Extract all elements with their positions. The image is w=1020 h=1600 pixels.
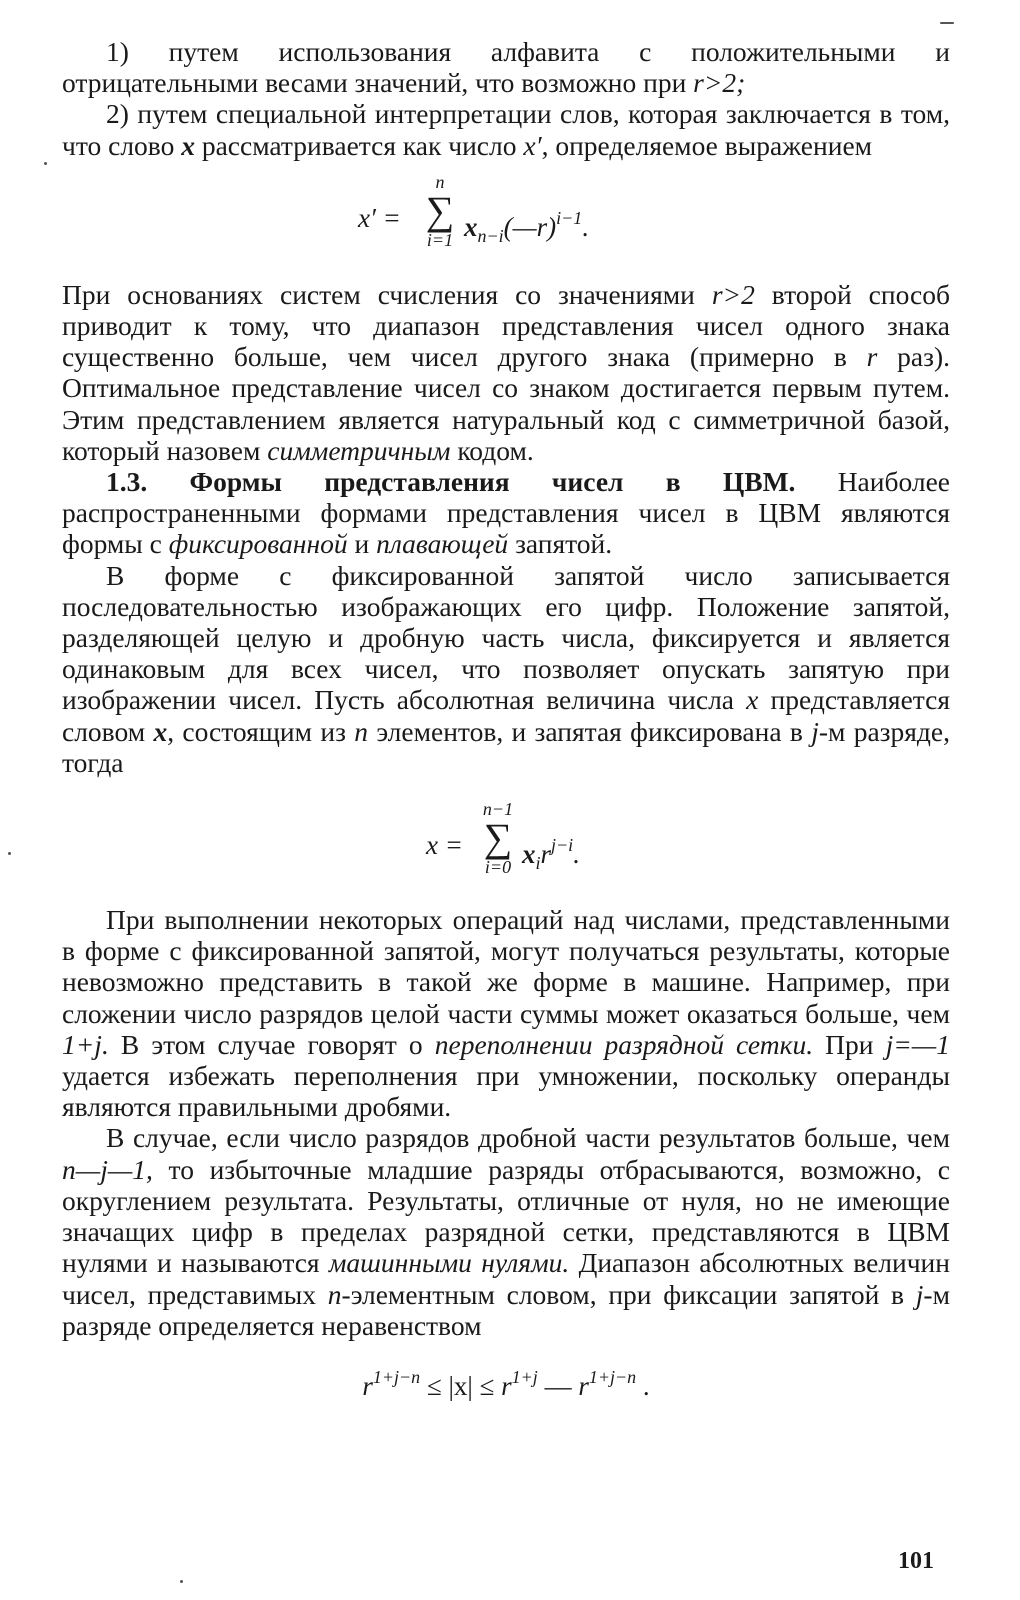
formula-end: . xyxy=(573,839,580,870)
inline-math: n—j—1, xyxy=(62,1153,153,1185)
sum-lower-limit: i=1 xyxy=(426,229,454,250)
formula-range-inequality xyxy=(62,1341,950,1413)
section-heading: 1.3. Формы представления чисел в ЦВМ. xyxy=(106,466,796,498)
paragraph-text: При основаниях систем счисления со значениями xyxy=(62,278,712,310)
formula-term: x xyxy=(464,211,478,242)
paragraph-text: удается избежать переполнения при умножении, поскольку операнды являются правильными дробями. xyxy=(62,1060,950,1123)
paragraph-text: -элементным словом, при фиксации запятой в xyxy=(341,1278,916,1310)
inline-math: n xyxy=(327,1278,342,1310)
formula-relation: ≤ |x| ≤ xyxy=(420,1370,502,1401)
paragraph-method-1 xyxy=(62,36,950,98)
paragraph-text: Наиболее распространенными формами представления чисел в ЦВМ являются формы с xyxy=(62,466,950,560)
formula-term: x xyxy=(522,839,536,870)
paragraph-overflow xyxy=(62,904,950,1122)
sum-upper-limit: n−1 xyxy=(482,799,514,820)
paragraph-text: то избыточные младшие разряды отбрасываются, возможно, с округлением результата. Результаты, отличные от нуля, но не имеющие значащих цифр в пределах разрядной сетки, представляются в ЦВМ нулями и называются xyxy=(62,1153,950,1279)
paragraph-text: представляется словом xyxy=(62,684,950,747)
paragraph-text: В этом случае говорят о xyxy=(108,1028,435,1060)
formula-subscript: i xyxy=(535,853,541,874)
formula-superscript: 1+j−n xyxy=(372,1366,421,1387)
inline-math: r>2; xyxy=(693,67,746,99)
inline-math: r xyxy=(866,341,878,373)
emphasis-term: машинными нулями. xyxy=(328,1247,570,1279)
inline-math: x xyxy=(153,715,168,747)
formula-lhs: x = xyxy=(426,830,463,861)
paragraph-text: При xyxy=(813,1028,886,1060)
paragraph-text: 2) путем специальной интерпретации слов, которая заключается в том, что слово xyxy=(62,98,950,161)
paragraph-text: и xyxy=(347,528,377,560)
inline-math: r>2 xyxy=(711,278,755,310)
paragraph-text: кодом. xyxy=(450,434,534,466)
inline-math: n xyxy=(354,715,369,747)
paragraph-text: запятой. xyxy=(508,528,613,560)
section-1-3 xyxy=(62,466,950,560)
inline-math: x xyxy=(746,684,759,716)
paragraph-text: В форме с фиксированной запятой число записывается последовательностью изображающих его цифр. Положение запятой, разделяющей целую и дробную часть числа, фиксируется и является одинаковым для всех чисел, что позволяет опускать запятую при изображении чисел. Пусть абсолютная величина числа xyxy=(62,559,950,716)
formula-base: r xyxy=(540,839,552,870)
formula-base: (—r) xyxy=(503,211,557,242)
paragraph-text: второй способ приводит к тому, что диапазон представления чисел одного знака существенно больше, чем чисел другого знака (примерно в xyxy=(62,278,950,373)
paragraph-fixed-point xyxy=(62,560,950,778)
paragraph-text: В случае, если число разрядов дробной части результатов больше, чем xyxy=(106,1122,950,1154)
formula-x-prime xyxy=(62,161,950,279)
formula-operator: — xyxy=(537,1370,579,1401)
inline-math: 1+j. xyxy=(62,1028,109,1060)
inline-math: j xyxy=(915,1278,924,1310)
formula-superscript: 1+j−n xyxy=(588,1366,637,1387)
emphasis-term: фиксированной xyxy=(168,528,348,560)
paragraph-text: , определяемое выражением xyxy=(541,129,873,161)
paragraph-bases xyxy=(62,279,950,466)
page-number: 101 xyxy=(898,1548,934,1574)
formula-rhs xyxy=(522,830,580,879)
paragraph-text: При выполнении некоторых операций над числами, представленными в форме с фиксированной запятой, могут получаться результаты, которые невозможно представить в такой же форме в машине. Например, при сложении число разрядов целой части суммы может оказаться больше, чем xyxy=(62,904,950,1029)
paragraph-text: раз). Оптимальное представление чисел со знаком достигается первым путем. Этим представлением является натуральный код с симметричной базой, который назовем xyxy=(62,341,950,466)
sum-lower-limit: i=0 xyxy=(484,857,512,878)
paragraph-text: -м разряде определяется неравенством xyxy=(62,1278,950,1341)
sigma-symbol: ∑ xyxy=(483,815,513,861)
formula-superscript: i−1 xyxy=(556,207,583,228)
paragraph-text: 1) путем использования алфавита с положительными и отрицательными весами значений, что возможно при xyxy=(62,36,950,99)
paragraph-machine-zeros xyxy=(62,1122,950,1340)
print-speck xyxy=(940,22,954,24)
inline-math: j=—1 xyxy=(885,1028,950,1060)
formula-subscript: n−i xyxy=(477,225,504,246)
paragraph-text: , состоящим из xyxy=(167,715,355,747)
inline-math: x xyxy=(181,129,195,161)
emphasis-term: симметричным xyxy=(267,434,451,466)
formula-end: . xyxy=(636,1370,650,1401)
sigma-symbol: ∑ xyxy=(425,187,455,233)
formula-base: r xyxy=(501,1370,512,1401)
paragraph-text: рассматривается как число xyxy=(194,129,524,161)
sum-upper-limit: n xyxy=(435,171,445,192)
summation-sign xyxy=(478,800,518,876)
inline-math: x′ xyxy=(523,129,542,161)
print-speck xyxy=(8,852,11,855)
page-body xyxy=(62,36,950,1413)
formula-x-sum xyxy=(62,778,950,904)
inline-math: j xyxy=(811,715,819,747)
paragraph-text: элементов, и запятая фиксирована в xyxy=(368,715,812,747)
formula-superscript: 1+j xyxy=(511,1366,538,1387)
paragraph-method-2 xyxy=(62,98,950,160)
print-speck xyxy=(180,1580,183,1583)
formula-base: r xyxy=(578,1370,589,1401)
paragraph-text: -м разряде, тогда xyxy=(62,715,951,778)
formula-lhs: x′ = xyxy=(358,202,401,233)
formula-base: r xyxy=(362,1370,373,1401)
summation-sign xyxy=(420,173,460,249)
paragraph-text: Диапазон абсолютных величин чисел, представимых xyxy=(62,1247,950,1310)
emphasis-term: переполнении разрядной сетки. xyxy=(434,1028,814,1060)
formula-superscript: j−i xyxy=(551,835,574,856)
emphasis-term: плавающей xyxy=(376,528,509,560)
print-speck xyxy=(44,162,47,165)
formula-rhs xyxy=(464,203,589,252)
formula-end: . xyxy=(582,211,590,242)
